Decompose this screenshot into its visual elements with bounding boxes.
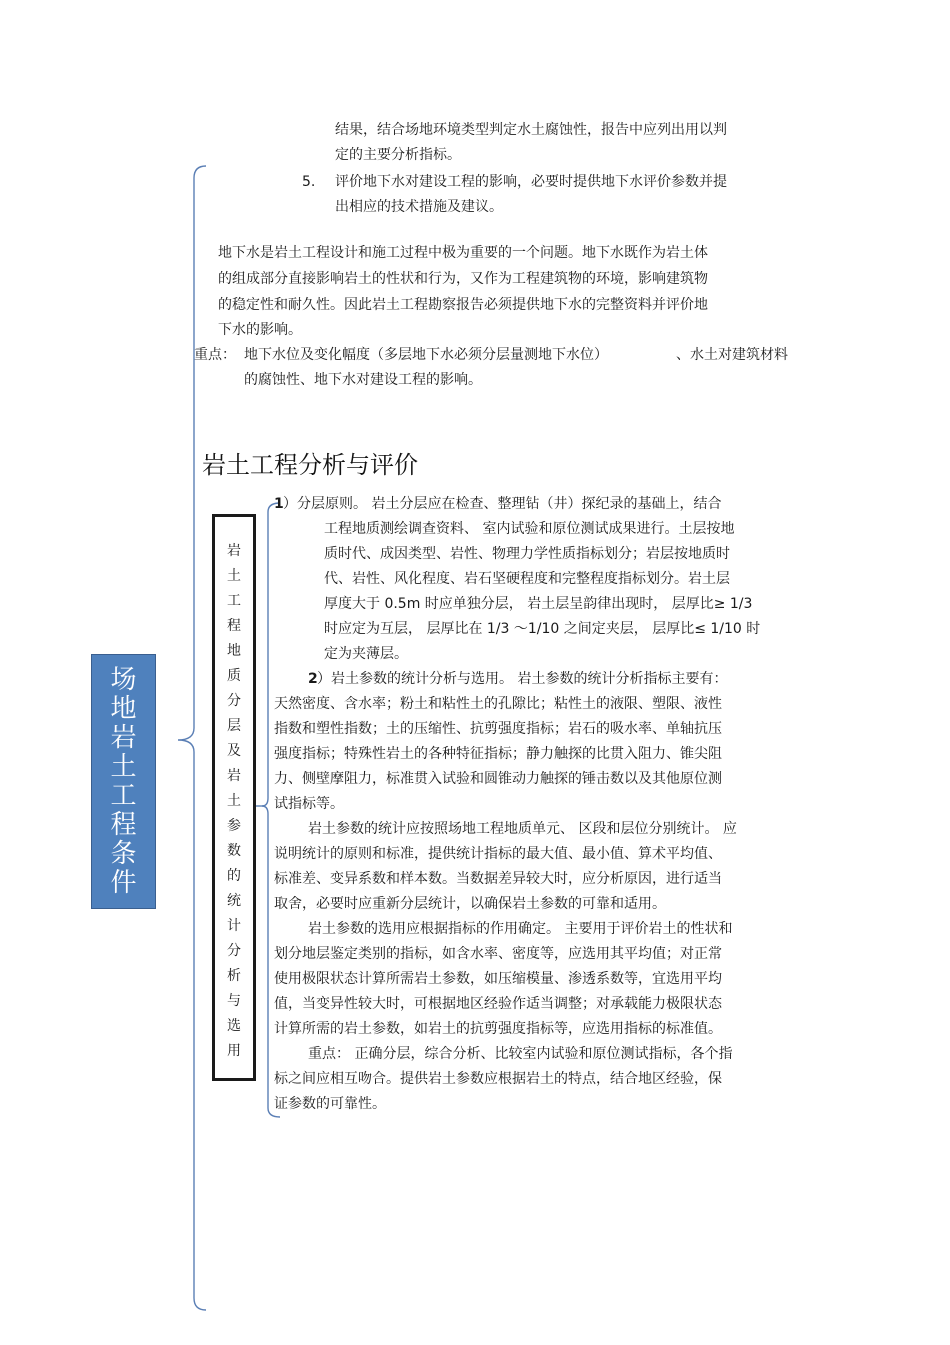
section-node-label: 岩土工程地质分层及岩土参数的统计分析与选用: [227, 543, 241, 1059]
groundwater-key-label: 重点：: [194, 347, 236, 363]
groundwater-item4-line4: 定的主要分析指标。: [335, 147, 461, 163]
statistics-line: 指数和塑性指数；土的压缩性、抗剪强度指标；岩石的吸水率、单轴抗压: [274, 721, 722, 737]
statistics-para3-line: 值，当变异性较大时，可根据地区经验作适当调整；对承载能力极限状态: [274, 996, 722, 1012]
groundwater-item5-line2: 出相应的技术措施及建议。: [335, 199, 503, 215]
stratification-line: 定为夹薄层。: [324, 646, 408, 662]
groundwater-paragraph-line: 地下水是岩土工程设计和施工过程中极为重要的一个问题。地下水既作为岩土体: [218, 245, 708, 261]
stratification-line: 工程地质测绘调查资料、 室内试验和原位测试成果进行。土层按地: [324, 521, 735, 537]
groundwater-key-line1b: 、水土对建筑材料: [676, 347, 788, 363]
groundwater-paragraph-line: 的稳定性和耐久性。因此岩土工程勘察报告必须提供地下水的完整资料并评价地: [218, 297, 708, 313]
root-node: [91, 654, 156, 909]
stratification-line: 代、岩性、风化程度、岩石坚硬程度和完整程度指标划分。岩土层: [324, 571, 730, 587]
groundwater-item5-line1: 评价地下水对建设工程的影响，必要时提供地下水评价参数并提: [335, 174, 727, 190]
groundwater-key-line1a: 地下水位及变化幅度（多层地下水必须分层量测地下水位）: [244, 347, 608, 363]
stratification-line: 质时代、成因类型、岩性、物理力学性质指标划分；岩层按地质时: [324, 546, 730, 562]
main-bracket: [178, 166, 206, 1310]
statistics-para2-line: 说明统计的原则和标准，提供统计指标的最大值、最小值、算术平均值、: [274, 846, 722, 862]
item2-number: 2: [308, 671, 318, 687]
statistics-key-first: 重点： 正确分层，综合分析、比较室内试验和原位测试指标，各个指: [308, 1046, 733, 1062]
root-node-label: 场地岩土工程条件: [110, 664, 137, 898]
groundwater-item5-number: 5.: [302, 174, 316, 190]
statistics-line: 力、侧壁摩阻力，标准贯入试验和圆锥动力触探的锤击数以及其他原位测: [274, 771, 722, 787]
stratification-line: 时应定为互层， 层厚比在 1/3 ～1/10 之间定夹层， 层厚比≤ 1/10 时: [324, 621, 761, 637]
groundwater-key-line2: 的腐蚀性、地下水对建设工程的影响。: [244, 372, 482, 388]
item1-number: 1: [274, 496, 284, 512]
statistics-para2-line: 标准差、变异系数和样本数。当数据差异较大时，应分析原因，进行适当: [274, 871, 722, 887]
section-node: [212, 514, 256, 1081]
section-title: 岩土工程分析与评价: [202, 451, 418, 479]
statistics-para3-line: 使用极限状态计算所需岩土参数，如压缩模量、渗透系数等，宜选用平均: [274, 971, 722, 987]
statistics-line: 试指标等。: [274, 796, 344, 812]
groundwater-paragraph-line: 下水的影响。: [218, 322, 302, 338]
statistics-para3-line: 划分地层鉴定类别的指标，如含水率、密度等，应选用其平均值；对正常: [274, 946, 722, 962]
statistics-key-line: 证参数的可靠性。: [274, 1096, 386, 1112]
statistics-para2-line: 取舍，必要时应重新分层统计，以确保岩土参数的可靠和适用。: [274, 896, 666, 912]
groundwater-item4-line3: 结果，结合场地环境类型判定水土腐蚀性，报告中应列出用以判: [335, 122, 727, 138]
statistics-para2-first: 岩土参数的统计应按照场地工程地质单元、 区段和层位分别统计。 应: [308, 821, 737, 837]
statistics-line: 强度指标；特殊性岩土的各种特征指标；静力触探的比贯入阻力、锥尖阻: [274, 746, 722, 762]
statistics-key-line: 标之间应相互吻合。提供岩土参数应根据岩土的特点，结合地区经验，保: [274, 1071, 722, 1087]
stratification-line: ）分层原则。 岩土分层应在检查、整理钻（井）探纪录的基础上，结合: [283, 496, 722, 512]
statistics-first-line: ）岩土参数的统计分析与选用。 岩土参数的统计分析指标主要有：: [317, 671, 728, 687]
groundwater-paragraph-line: 的组成部分直接影响岩土的性状和行为，又作为工程建筑物的环境，影响建筑物: [218, 271, 708, 287]
statistics-para3-line: 计算所需的岩土参数，如岩土的抗剪强度指标等，应选用指标的标准值。: [274, 1021, 722, 1037]
statistics-para3-first: 岩土参数的选用应根据指标的作用确定。 主要用于评价岩土的性状和: [308, 921, 733, 937]
statistics-line: 天然密度、含水率；粉土和粘性土的孔隙比；粘性土的液限、塑限、液性: [274, 696, 722, 712]
stratification-line: 厚度大于 0.5m 时应单独分层， 岩土层呈韵律出现时， 层厚比≥ 1/3: [324, 596, 753, 612]
